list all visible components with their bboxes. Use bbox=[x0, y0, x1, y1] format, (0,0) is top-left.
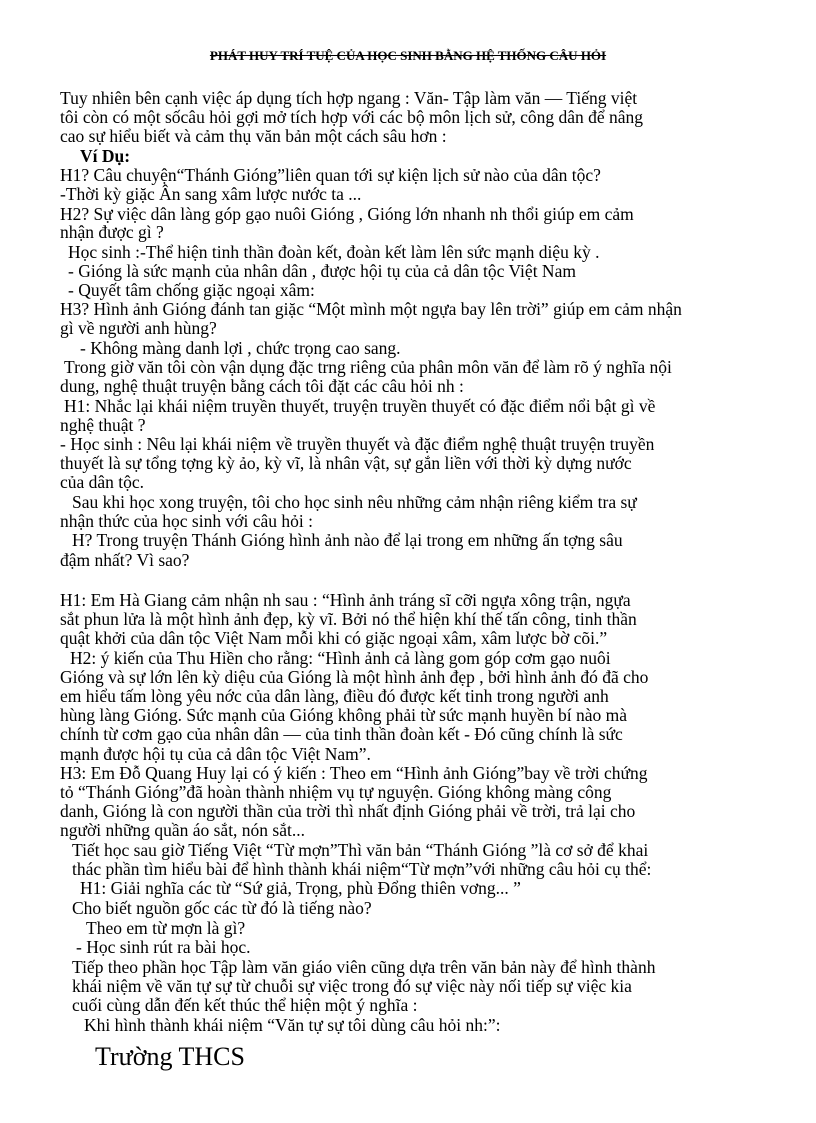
paragraph-line: hùng làng Gióng. Sức mạnh của Gióng không phải từ sức mạnh huyền bí nào mà bbox=[60, 705, 627, 725]
paragraph-line: nghệ thuật ? bbox=[60, 415, 146, 435]
paragraph-line: đậm nhất? Vì sao? bbox=[60, 550, 190, 570]
example-heading: Ví Dụ: bbox=[80, 146, 131, 166]
paragraph-line: H3: Em Đỗ Quang Huy lại có ý kiến : Theo em “Hình ảnh Gióng”bay về trời chứng bbox=[60, 763, 648, 783]
school-footer: Trường THCS bbox=[95, 1042, 245, 1071]
paragraph-line: - Học sinh : Nêu lại khái niệm về truyền thuyết và đặc điểm nghệ thuật truyện truyền bbox=[60, 434, 655, 454]
paragraph-line: thác phần tìm hiểu bài để hình thành khái niệm“Từ mợn”với những câu hỏi cụ thể: bbox=[72, 859, 652, 879]
paragraph-line: danh, Gióng là con người thần của trời thì nhất định Gióng phải về trời, trả lại cho bbox=[60, 801, 636, 821]
paragraph-line: H1: Em Hà Giang cảm nhận nh sau : “Hình ảnh tráng sĩ cỡi ngựa xông trận, ngựa bbox=[60, 590, 631, 610]
paragraph-line: H3? Hình ảnh Gióng đánh tan giặc “Một mình một ngựa bay lên trời” giúp em cảm nhận bbox=[60, 299, 682, 319]
paragraph-line: tôi còn có một sốcâu hỏi gợi mở tích hợp với các bộ môn lịch sử, công dân để nâng bbox=[60, 107, 644, 127]
paragraph-line: Tiết học sau giờ Tiếng Việt “Từ mợn”Thì văn bản “Thánh Gióng ”là cơ sở để khai bbox=[72, 840, 649, 860]
paragraph-line: chính từ cơm gạo của nhân dân — của tinh thần đoàn kết - Đó cũng chính là sức bbox=[60, 724, 623, 744]
paragraph-line: Khi hình thành khái niệm “Văn tự sự tôi dùng câu hỏi nh:”: bbox=[84, 1015, 501, 1035]
paragraph-line: khái niệm về văn tự sự từ chuỗi sự việc trong đó sự việc này nối tiếp sự việc kia bbox=[72, 976, 632, 996]
paragraph-line: nhận thức của học sinh với câu hỏi : bbox=[60, 511, 313, 531]
paragraph-line: em hiểu tấm lòng yêu nớc của dân làng, điều đó được kết tinh trong người anh bbox=[60, 686, 609, 706]
paragraph-line: nhận được gì ? bbox=[60, 222, 164, 242]
paragraph-line: -Thời kỳ giặc Ân sang xâm lược nước ta ... bbox=[60, 184, 362, 204]
paragraph-line: cao sự hiểu biết và cảm thụ văn bản một cách sâu hơn : bbox=[60, 126, 447, 146]
paragraph-line: của dân tộc. bbox=[60, 472, 145, 492]
paragraph-line: người những quần áo sắt, nón sắt... bbox=[60, 820, 305, 840]
paragraph-line: Cho biết nguồn gốc các từ đó là tiếng nào? bbox=[72, 898, 372, 918]
paragraph-line: H1? Câu chuyện“Thánh Gióng”liên quan tới sự kiện lịch sử nào của dân tộc? bbox=[60, 165, 601, 185]
paragraph-line: Tiếp theo phần học Tập làm văn giáo viên cũng dựa trên văn bản này để hình thành bbox=[72, 957, 656, 977]
paragraph-line: Tuy nhiên bên cạnh việc áp dụng tích hợp ngang : Văn- Tập làm văn — Tiếng việt bbox=[60, 88, 638, 108]
paragraph-line: Học sinh :-Thể hiện tinh thần đoàn kết, đoàn kết làm lên sức mạnh diệu kỳ . bbox=[68, 242, 600, 262]
paragraph-line: H2? Sự việc dân làng góp gạo nuôi Gióng , Gióng lớn nhanh nh thổi giúp em cảm bbox=[60, 204, 634, 224]
paragraph-line: mạnh được hội tụ của cả dân tộc Việt Nam”. bbox=[60, 744, 371, 764]
paragraph-line: cuối cùng dẫn đến kết thúc thể hiện một ý nghĩa : bbox=[72, 995, 418, 1015]
paragraph-line: Theo em từ mợn là gì? bbox=[86, 918, 246, 938]
paragraph-line: tỏ “Thánh Gióng”đã hoàn thành nhiệm vụ tự nguyện. Gióng không màng công bbox=[60, 782, 612, 802]
paragraph-line: - Quyết tâm chống giặc ngoại xâm: bbox=[68, 280, 315, 300]
paragraph-line: - Gióng là sức mạnh của nhân dân , được hội tụ của cả dân tộc Việt Nam bbox=[68, 261, 576, 281]
paragraph-line: H1: Giải nghĩa các từ “Sứ giả, Trọng, phù Đổng thiên vơng... ” bbox=[80, 878, 521, 898]
paragraph-line: Sau khi học xong truyện, tôi cho học sinh nêu những cảm nhận riêng kiểm tra sự bbox=[72, 492, 637, 512]
paragraph-line: H? Trong truyện Thánh Gióng hình ảnh nào để lại trong em những ấn tợng sâu bbox=[72, 530, 623, 550]
paragraph-line: - Học sinh rút ra bài học. bbox=[76, 937, 251, 957]
paragraph-line: - Không màng danh lợi , chức trọng cao sang. bbox=[80, 338, 401, 358]
paragraph-line: thuyết là sự tổng tợng kỳ ảo, kỳ vĩ, là nhân vật, sự gắn liền với thời kỳ dựng nước bbox=[60, 453, 632, 473]
paragraph-line: Gióng và sự lớn lên kỳ diệu của Gióng là một hình ảnh đẹp , bởi hình ảnh đó đã cho bbox=[60, 667, 649, 687]
paragraph-line: H2: ý kiến của Thu Hiền cho rằng: “Hình ảnh cả làng gom góp cơm gạo nuôi bbox=[70, 648, 611, 668]
paragraph-line: quật khởi của dân tộc Việt Nam mỗi khi có giặc ngoại xâm, xâm lược bờ cõi.” bbox=[60, 628, 608, 648]
paragraph-line: gì về người anh hùng? bbox=[60, 318, 217, 338]
paragraph-line: sắt phun lửa là một hình ảnh đẹp, kỳ vĩ. Bởi nó thể hiện khí thế tấn công, tinh thần bbox=[60, 609, 637, 629]
paragraph-line: Trong giờ văn tôi còn vận dụng đặc trng riêng của phân môn văn để làm rõ ý nghĩa nội bbox=[64, 357, 672, 377]
document-title: PHÁT HUY TRÍ TUỆ CỦA HỌC SINH BẰNG HỆ THỐNG CÂU HỎI bbox=[209, 48, 607, 63]
paragraph-line: dung, nghệ thuật truyện bằng cách tôi đặt các câu hỏi nh : bbox=[60, 376, 464, 396]
paragraph-line: H1: Nhắc lại khái niệm truyền thuyết, truyện truyền thuyết có đặc điểm nổi bật gì về bbox=[64, 396, 656, 416]
